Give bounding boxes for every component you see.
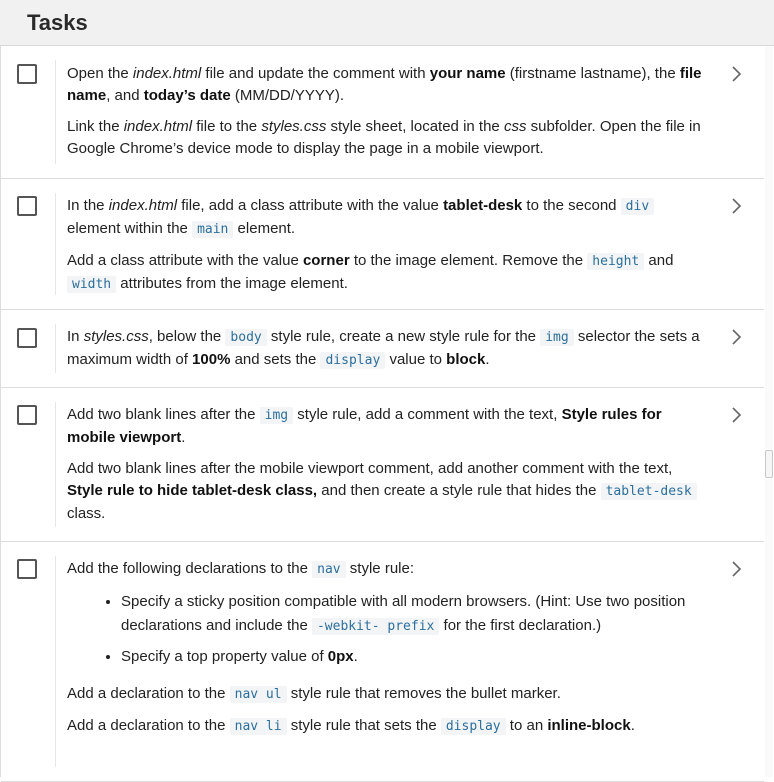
task-paragraph: Add two blank lines after the img style rule, add a comment with the text, Style rules for mobile viewport. bbox=[67, 406, 662, 446]
task-item-2[interactable] bbox=[1, 179, 764, 310]
code-snippet: display bbox=[441, 718, 506, 735]
task-paragraph: Add a class attribute with the value corner to the image element. Remove the height and width attributes from the image element. bbox=[67, 252, 674, 292]
italic-text: index.html bbox=[132, 65, 202, 82]
code-snippet: tablet-desk bbox=[601, 483, 697, 500]
code-snippet: nav bbox=[312, 561, 345, 578]
task-paragraph: In the index.html file, add a class attribute with the value tablet-desk to the second div element within the main element. bbox=[67, 195, 711, 241]
italic-text: css bbox=[503, 118, 527, 135]
bold-text: 100% bbox=[192, 351, 231, 368]
scrollbar[interactable] bbox=[765, 46, 773, 777]
chevron-right-icon[interactable] bbox=[728, 559, 744, 579]
task-item-3[interactable] bbox=[1, 310, 764, 388]
tasks-header bbox=[0, 0, 774, 46]
task-list bbox=[0, 46, 764, 777]
code-snippet: width bbox=[67, 276, 116, 293]
code-snippet: img bbox=[260, 407, 293, 424]
code-snippet: main bbox=[192, 221, 233, 238]
code-snippet: -webkit- prefix bbox=[312, 618, 439, 635]
bold-text: block bbox=[446, 351, 486, 368]
bold-text: your name bbox=[429, 65, 506, 82]
task-paragraph: Link the index.html file to the styles.css style sheet, located in the css subfolder. Open the file in Google Chrome’s device mode to display the page in a mobile viewport. bbox=[67, 118, 701, 157]
chevron-right-icon[interactable] bbox=[728, 196, 744, 216]
bold-text: today’s date bbox=[143, 87, 231, 104]
italic-text: styles.css bbox=[83, 328, 149, 345]
code-snippet: nav li bbox=[230, 718, 287, 735]
code-snippet: img bbox=[540, 329, 573, 346]
code-snippet: display bbox=[320, 352, 385, 369]
chevron-right-icon[interactable] bbox=[728, 64, 744, 84]
task-checkbox-4[interactable] bbox=[17, 405, 37, 425]
page-title: Tasks bbox=[27, 10, 88, 35]
task-divider bbox=[55, 60, 56, 164]
bold-text: Style rule to hide tablet-desk class, bbox=[67, 482, 318, 499]
bold-text: inline-block bbox=[547, 717, 631, 734]
task-item-1[interactable] bbox=[1, 46, 764, 179]
task-checkbox-1[interactable] bbox=[17, 64, 37, 84]
task-bullet-list bbox=[67, 590, 711, 669]
task-paragraph: Add the following declarations to the nav style rule: bbox=[67, 560, 414, 577]
code-snippet: height bbox=[587, 253, 644, 270]
italic-text: index.html bbox=[123, 118, 193, 135]
chevron-right-icon[interactable] bbox=[728, 327, 744, 347]
code-snippet: nav ul bbox=[230, 686, 287, 703]
bold-text: file name bbox=[67, 65, 702, 104]
task-text-5 bbox=[67, 558, 711, 747]
task-item-5[interactable] bbox=[1, 542, 764, 782]
chevron-right-icon[interactable] bbox=[728, 405, 744, 425]
code-snippet: body bbox=[225, 329, 266, 346]
task-divider bbox=[55, 402, 56, 527]
task-paragraph: Add two blank lines after the mobile viewport comment, add another comment with the text, Style rule to hide tablet-desk class, and then create a style rule that hides the tablet-desk class. bbox=[67, 458, 711, 525]
italic-text: index.html bbox=[108, 197, 178, 214]
task-divider bbox=[55, 193, 56, 295]
task-checkbox-3[interactable] bbox=[17, 328, 37, 348]
bold-text: 0px bbox=[327, 648, 354, 665]
italic-text: styles.css bbox=[261, 118, 327, 135]
scrollbar-handle[interactable] bbox=[765, 450, 773, 478]
bold-text: corner bbox=[302, 252, 350, 269]
task-text-4 bbox=[67, 404, 711, 534]
task-bullet-item: • Specify a top property value of 0px. bbox=[121, 645, 711, 669]
task-divider bbox=[55, 556, 56, 767]
bold-text: tablet-desk bbox=[443, 197, 523, 214]
bold-text: Style rules for mobile viewport bbox=[67, 406, 662, 446]
task-paragraph: Open the index.html file and update the comment with your name (firstname lastname), the file name, and today’s date (MM/DD/YYYY). bbox=[67, 65, 702, 104]
task-text-3 bbox=[67, 326, 711, 381]
task-checkbox-5[interactable] bbox=[17, 559, 37, 579]
task-text-1 bbox=[67, 63, 711, 169]
task-checkbox-2[interactable] bbox=[17, 196, 37, 216]
task-divider bbox=[55, 324, 56, 373]
task-paragraph: In styles.css, below the body style rule, create a new style rule for the img selector the sets a maximum width of 100% and sets the display value to block. bbox=[67, 328, 700, 368]
task-bullet-item: • Specify a sticky position compatible with all modern browsers. (Hint: Use two position declarations and include the -webkit- prefix for the first declaration.) bbox=[121, 590, 711, 639]
task-text-2 bbox=[67, 195, 711, 305]
task-item-4[interactable] bbox=[1, 388, 764, 542]
task-paragraph: Add a declaration to the nav li style rule that sets the display to an inline-block. bbox=[67, 717, 635, 734]
task-paragraph: Add a declaration to the nav ul style rule that removes the bullet marker. bbox=[67, 685, 561, 702]
code-snippet: div bbox=[621, 198, 654, 215]
